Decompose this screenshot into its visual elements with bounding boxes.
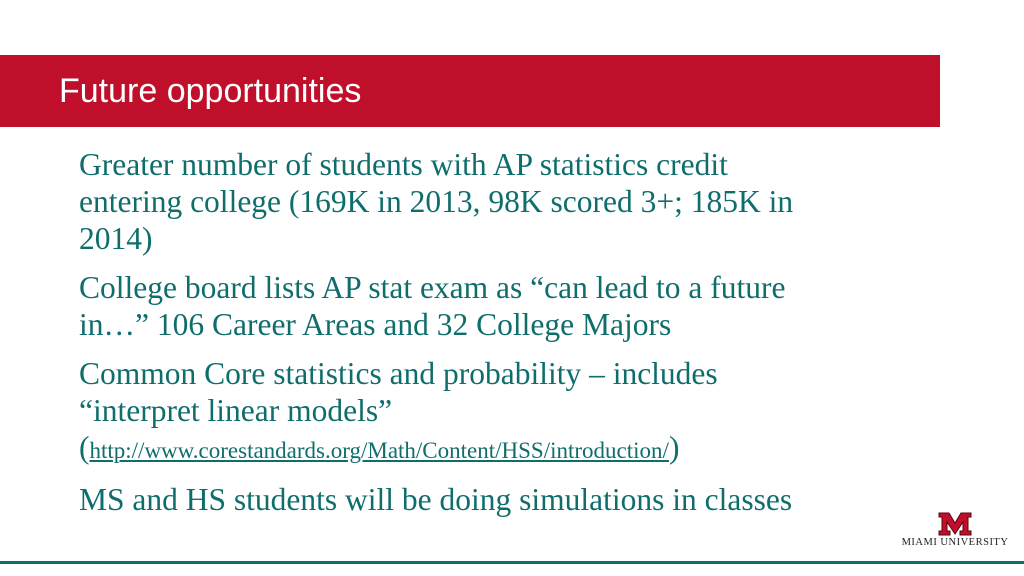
- miami-m-icon: [938, 512, 972, 536]
- bullet-line: entering college (169K in 2013, 98K scored 3+; 185K in: [79, 184, 794, 219]
- paren-open: (: [79, 430, 90, 465]
- slide-title: Future opportunities: [59, 72, 362, 110]
- bullet-item-college-board: [79, 269, 939, 343]
- bottom-rule: [0, 561, 1024, 564]
- bullet-line: College board lists AP stat exam as “can lead to a future: [79, 270, 786, 305]
- bullet-item-ap-credit: [79, 146, 939, 257]
- bullet-line: in…” 106 Career Areas and 32 College Majors: [79, 307, 672, 342]
- bullet-line: “interpret linear models”: [79, 393, 393, 428]
- title-bar: [0, 55, 940, 127]
- bullet-list: [79, 146, 939, 530]
- bullet-item-simulations: [79, 481, 939, 518]
- logo-wordmark: MIAMI UNIVERSITY: [901, 537, 1009, 548]
- bullet-line: MS and HS students will be doing simulations in classes: [79, 482, 793, 517]
- paren-close: ): [668, 430, 680, 465]
- bullet-line: 2014): [79, 221, 153, 256]
- miami-university-logo: [900, 512, 1010, 552]
- corestandards-link[interactable]: http://www.corestandards.org/Math/Content/HSS/introduction/: [89, 438, 669, 463]
- bullet-line: Common Core statistics and probability – includes: [79, 356, 718, 391]
- bullet-item-common-core: [79, 355, 939, 469]
- bullet-line-link: [79, 429, 939, 469]
- bullet-line: Greater number of students with AP statistics credit: [79, 147, 728, 182]
